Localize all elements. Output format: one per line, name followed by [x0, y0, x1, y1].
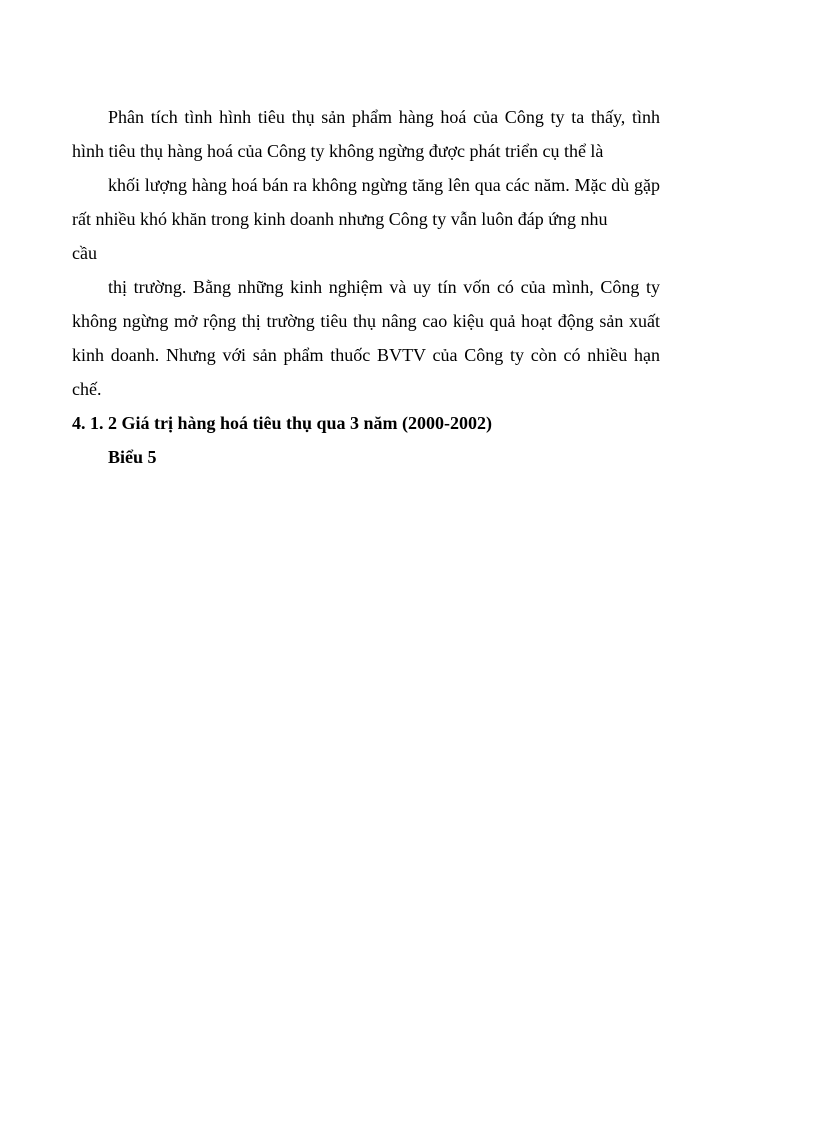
paragraph-2-continuation: cầu	[72, 243, 97, 263]
paragraph-1: Phân tích tình hình tiêu thụ sản phẩm hàng hoá của Công ty ta thấy, tình hình tiêu thụ hàng hoá của Công ty không ngừng được phát triển cụ thể là	[72, 107, 660, 161]
document-body	[72, 100, 660, 474]
section-heading: 4. 1. 2 Giá trị hàng hoá tiêu thụ qua 3 năm (2000-2002)	[72, 413, 493, 433]
paragraph-3: thị trường. Bằng những kinh nghiệm và uy tín vốn có của mình, Công ty không ngừng mở rộng thị trường tiêu thụ nâng cao kiệu quả hoạt động sản xuất kinh doanh. Nhưng với sản phẩm thuốc BVTV của Công ty còn có nhiều hạn chế.	[72, 277, 660, 399]
paragraph-2: khối lượng hàng hoá bán ra không ngừng tăng lên qua các năm. Mặc dù gặp rất nhiều khó khăn trong kinh doanh nhưng Công ty vẫn luôn đáp ứng nhu	[72, 175, 660, 229]
table-caption: Biểu 5	[108, 447, 157, 467]
